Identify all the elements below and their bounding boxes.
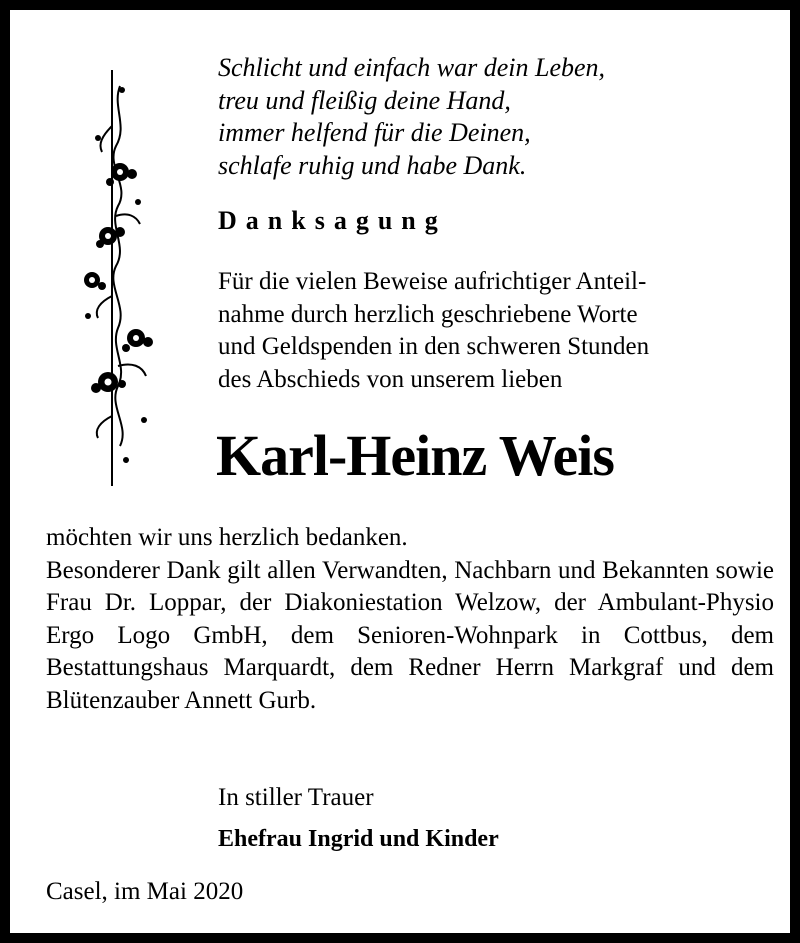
intro-line: nahme durch herzlich geschriebene Worte <box>218 300 638 328</box>
intro-line: und Geldspenden in den schweren Stunden <box>218 333 650 360</box>
thanks-text <box>46 522 774 717</box>
poem-line: immer helfend für die Deinen, <box>218 118 531 147</box>
place-date: Casel, im Mai 2020 <box>46 878 244 905</box>
mourning-line: In stiller Trauer <box>218 784 374 811</box>
poem-line: Schlicht und einfach war dein Leben, <box>218 53 606 82</box>
signers: Ehefrau Ingrid und Kinder <box>218 826 499 852</box>
thanks-first-line: möchten wir uns herzlich bedanken. <box>46 524 408 551</box>
poem-line: schlafe ruhig und habe Dank. <box>218 150 527 180</box>
poem <box>218 52 778 182</box>
intro-line: Für die vielen Beweise aufrichtiger Anteil- <box>218 268 647 295</box>
floral-vine-icon <box>72 66 162 490</box>
deceased-name: Karl-Heinz Weis <box>216 423 614 488</box>
heading-danksagung: Danksagung <box>218 206 447 235</box>
special-thanks: Besonderer Dank gilt allen Verwandten, Nachbarn und Bekannten sowie Frau Dr. Loppar, der Diakoniestation Welzow, der Ambulant-Physio Ergo Logo GmbH, dem Senioren-Wohnpark in Cottbus, dem Bestattungshaus Marquardt, dem Redner Herrn Markgraf und dem Blütenzauber Annett Gurb. <box>46 556 774 714</box>
poem-line: treu und fleißig deine Hand, <box>218 85 511 115</box>
intro-paragraph <box>218 266 775 396</box>
intro-line: des Abschieds von unserem lieben <box>218 365 563 393</box>
